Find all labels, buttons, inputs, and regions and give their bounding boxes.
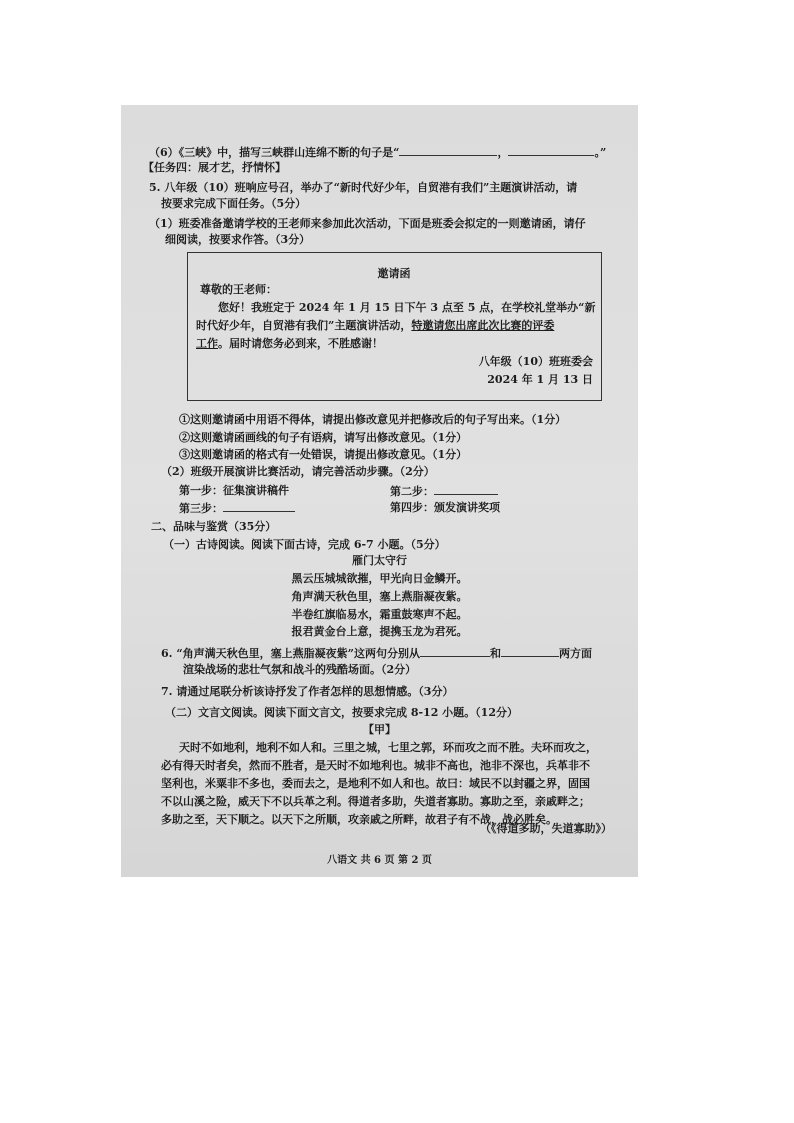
letter-signature: 八年级（10）班班委会 [478,355,593,368]
letter-text: 。届时请您务必到来，不胜感谢！ [218,337,383,350]
exam-page-photo [121,105,638,877]
answer-blank [420,646,490,657]
task-heading: 【任务四：展才艺，抒情怀】 [143,161,286,174]
answer-blank [434,484,498,495]
question-6-line1 [161,646,592,661]
step-label: 第三步： [179,502,223,515]
answer-blank [501,646,559,657]
step-1: 第一步：征集演讲稿件 [179,484,289,497]
letter-body-3 [196,337,383,351]
letter-body-1: 您好！我班定于 2024 年 1 月 15 日下午 3 点至 5 点，在学校礼堂举办“新 [218,301,596,314]
question-5-line2: 按要求完成下面任务。（5分） [161,197,307,210]
classical-line: 不以山溪之险，威天下不以兵革之利。得道者多助，失道者寡助。寡助之至，亲戚畔之； [161,795,590,808]
question-text: （6）《三峡》中，描写三峡群山连绵不断的句子是“ [149,146,400,159]
classical-instructions: （二）文言文阅读。阅读下面文言文，按要求完成 8-12 小题。（12分） [165,706,518,719]
question-text: 和 [489,647,501,660]
letter-text: 时代好少年，自贸港有我们”主题演讲活动， [196,319,412,332]
letter-date: 2024 年 1 月 13 日 [487,373,593,386]
question-6-line2: 渲染战场的悲壮气氛和战斗的残酷场面。（2分） [183,663,417,676]
classical-line: 必有得天时者矣，然而不胜者，是天时不如地利也。城非不高也，池非不深也，兵革非不 [161,759,590,772]
letter-salutation: 尊敬的王老师： [200,283,277,296]
letter-title: 邀请函 [377,267,411,280]
poem-line: 黑云压城城欲摧，甲光向日金鳞开。 [291,572,468,585]
classical-source: （《得道多助，失道寡助》） [480,822,612,835]
answer-blank [399,145,497,156]
comma: ， [497,146,509,159]
section-2-heading: 二、品味与鉴赏（35分） [151,520,277,533]
underlined-sentence: 特邀请您出席此次比赛的评委 [411,319,555,332]
letter-body-2 [196,319,554,333]
poem-instructions: （一）古诗阅读。阅读下面古诗，完成 6-7 小题。（5分） [163,538,446,551]
closing-quote: 。” [594,146,607,159]
poem-title: 雁门太守行 [352,554,407,567]
question-text: 6. “角声满天秋色里，塞上燕脂凝夜紫”这两句分别从 [161,647,420,660]
answer-blank [508,145,594,156]
poem-line: 半卷红旗临易水，霜重鼓寒声不起。 [291,608,468,621]
question-5-sub2: （2）班级开展演讲比赛活动，请完善活动步骤。（2分） [161,465,435,478]
question-6-3 [149,145,606,160]
question-5-item-3: ③这则邀请函的格式有一处错误，请提出修改意见。（1分） [179,448,468,461]
step-3 [179,501,295,516]
invitation-letter-box [187,252,602,401]
classical-line: 坚利也，米粟非不多也，委而去之，是地利不如人和也。故曰：域民不以封疆之界，固国 [161,777,590,790]
step-4: 第四步：颁发演讲奖项 [390,501,500,514]
classical-line: 多助之至，天下顺之。以天下之所顺，攻亲戚之所畔，故君子有不战，战必胜矣。 [161,813,557,826]
step-label: 第二步： [390,485,434,498]
step-2 [390,484,498,499]
poem-line: 角声满天秋色里，塞上燕脂凝夜紫。 [291,590,468,603]
question-5-item-2: ②这则邀请函画线的句子有语病，请写出修改意见。（1分） [179,431,468,444]
question-5-sub1-line2: 细阅读，按要求作答。（3分） [165,233,311,246]
answer-blank [223,501,295,512]
poem-line: 报君黄金台上意，提携玉龙为君死。 [291,625,468,638]
section-jia: 【甲】 [363,723,396,736]
page-footer: 八语文 共 6 页 第 2 页 [327,855,432,866]
question-5-item-1: ①这则邀请函中用语不得体，请提出修改意见并把修改后的句子写出来。（1分） [179,413,567,426]
question-5-line1: 5. 八年级（10）班响应号召，举办了“新时代好少年，自贸港有我们”主题演讲活动，请 [149,181,578,194]
question-7: 7. 请通过尾联分析该诗抒发了作者怎样的思想情感。（3分） [161,685,454,698]
underlined-sentence: 工作 [196,337,218,350]
classical-line: 天时不如地利，地利不如人和。三里之城，七里之郭，环而攻之而不胜。夫环而攻之， [179,741,597,754]
question-text: 两方面 [558,647,592,660]
question-5-sub1-line1: （1）班委准备邀请学校的王老师来参加此次活动，下面是班委会拟定的一则邀请函，请仔 [149,217,586,230]
